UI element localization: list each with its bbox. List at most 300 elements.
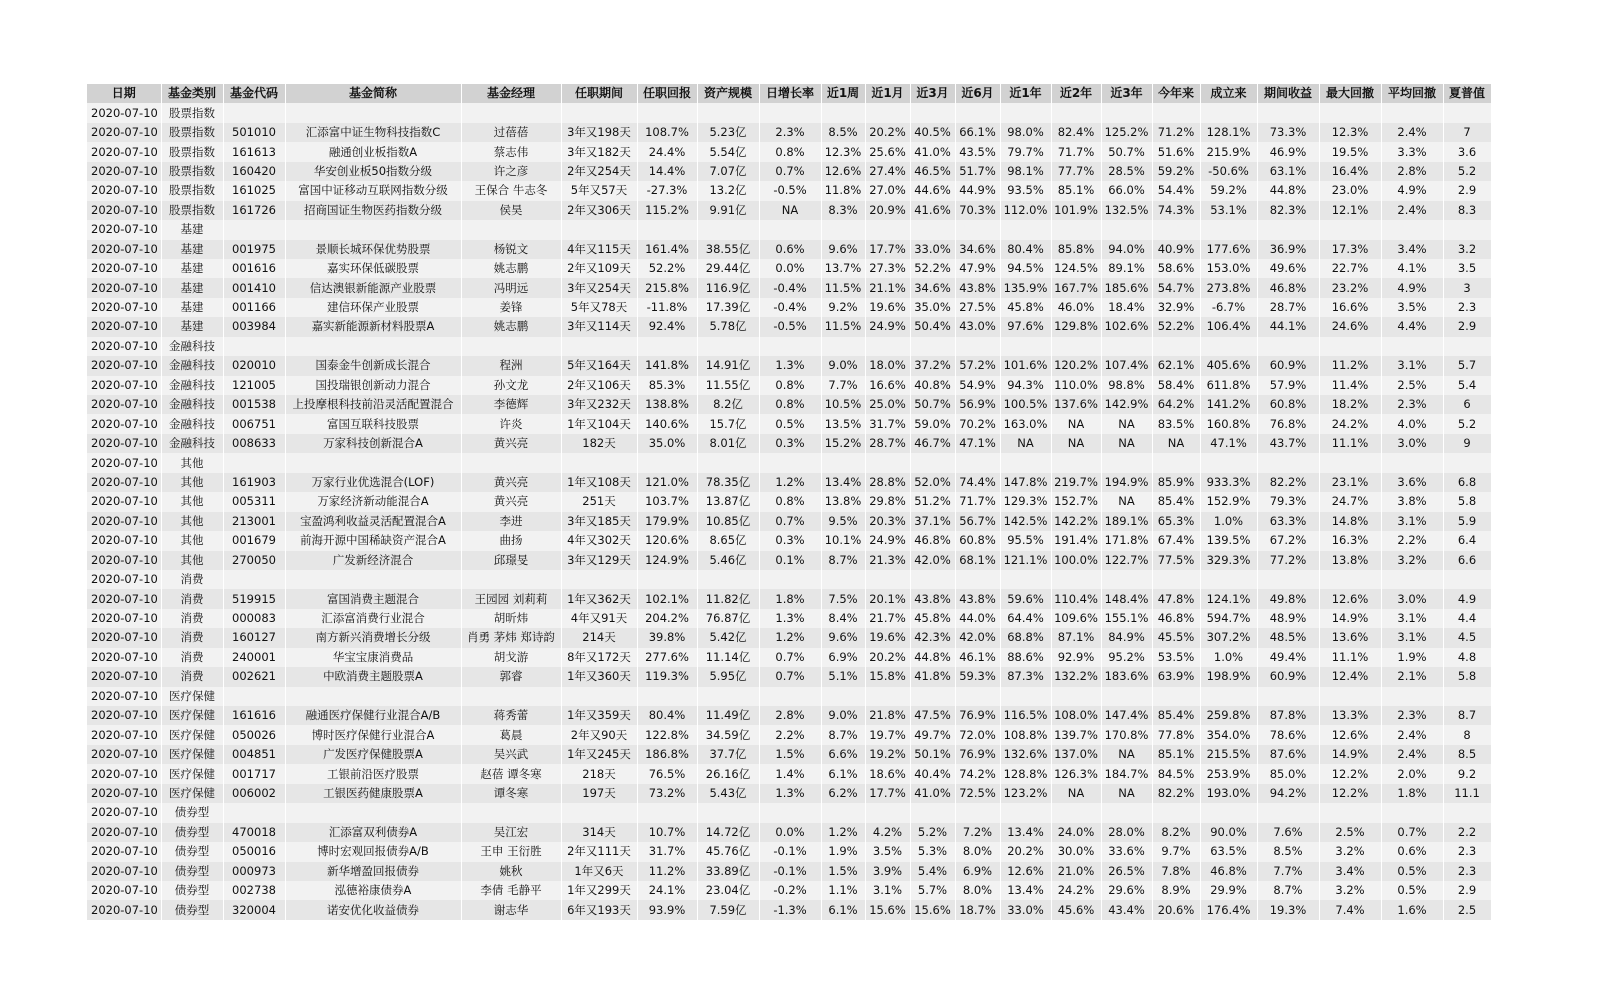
table-cell: 6.9% <box>955 862 1000 881</box>
table-cell: 1.9% <box>1381 648 1443 667</box>
table-cell: 11.1 <box>1443 784 1491 803</box>
table-cell: 13.4% <box>821 473 865 492</box>
table-cell: 52.2% <box>1152 317 1200 336</box>
table-cell: 006002 <box>223 784 285 803</box>
table-cell: 39.8% <box>637 628 697 647</box>
table-cell: 52.2% <box>637 259 697 278</box>
table-cell: 34.59亿 <box>697 725 759 744</box>
table-cell: 60.9% <box>1257 667 1319 686</box>
table-row[interactable] <box>87 609 1491 628</box>
table-row[interactable] <box>87 317 1491 336</box>
table-cell: 12.6% <box>1319 725 1381 744</box>
table-cell: 46.5% <box>910 162 955 181</box>
table-cell: 13.5% <box>821 414 865 433</box>
table-cell: 1.0% <box>1200 512 1257 531</box>
table-cell <box>637 570 697 589</box>
table-cell: 43.8% <box>910 589 955 608</box>
table-cell: 2020-07-10 <box>87 764 161 783</box>
table-cell: 葛晨 <box>461 725 561 744</box>
table-cell: 88.6% <box>1000 648 1051 667</box>
table-cell: 基建 <box>161 240 223 259</box>
column-header[interactable]: 日增长率 <box>759 84 821 103</box>
table-cell: 001538 <box>223 395 285 414</box>
table-cell: 8.7% <box>1257 881 1319 900</box>
table-cell: 19.6% <box>865 298 910 317</box>
table-row[interactable] <box>87 162 1491 181</box>
table-cell <box>223 103 285 122</box>
table-cell: 李进 <box>461 512 561 531</box>
column-header[interactable]: 近1月 <box>865 84 910 103</box>
table-row[interactable] <box>87 725 1491 744</box>
column-header[interactable]: 成立来 <box>1200 84 1257 103</box>
table-cell: 116.5% <box>1000 706 1051 725</box>
table-cell: 49.8% <box>1257 589 1319 608</box>
table-cell: 0.7% <box>759 162 821 181</box>
table-cell <box>1381 453 1443 472</box>
table-cell: 161726 <box>223 201 285 220</box>
table-cell: 0.6% <box>1381 842 1443 861</box>
table-cell: 2年又111天 <box>561 842 637 861</box>
table-cell: 基建 <box>161 220 223 239</box>
table-cell: 19.2% <box>865 745 910 764</box>
table-cell: 2020-07-10 <box>87 803 161 822</box>
table-cell: 8.7% <box>821 725 865 744</box>
table-cell: 45.8% <box>910 609 955 628</box>
table-cell: 新华增盈回报债券 <box>285 862 461 881</box>
table-cell: 消费 <box>161 589 223 608</box>
table-cell: 胡昕炜 <box>461 609 561 628</box>
table-cell: 89.1% <box>1101 259 1152 278</box>
table-cell: 33.89亿 <box>697 862 759 881</box>
category-group-row[interactable] <box>87 220 1491 239</box>
table-cell: 46.1% <box>955 648 1000 667</box>
column-header[interactable]: 基金代码 <box>223 84 285 103</box>
table-row[interactable] <box>87 414 1491 433</box>
table-cell: 4年又91天 <box>561 609 637 628</box>
table-cell: 3.2% <box>1381 551 1443 570</box>
table-cell: 7.2% <box>955 823 1000 842</box>
table-cell <box>637 803 697 822</box>
table-cell: 50.4% <box>910 317 955 336</box>
table-cell <box>1257 337 1319 356</box>
table-cell: 2020-07-10 <box>87 337 161 356</box>
table-cell: 214天 <box>561 628 637 647</box>
table-cell: 0.0% <box>759 259 821 278</box>
table-row[interactable] <box>87 648 1491 667</box>
table-cell: 24.1% <box>637 881 697 900</box>
table-row[interactable] <box>87 745 1491 764</box>
table-cell <box>637 103 697 122</box>
table-cell: 景顺长城环保优势股票 <box>285 240 461 259</box>
table-row[interactable] <box>87 881 1491 900</box>
table-cell: 37.7亿 <box>697 745 759 764</box>
table-cell: 18.4% <box>1101 298 1152 317</box>
column-header[interactable]: 今年来 <box>1152 84 1200 103</box>
column-header[interactable]: 近2年 <box>1051 84 1101 103</box>
table-cell: 2年又254天 <box>561 162 637 181</box>
table-cell: 博时宏观回报债券A/B <box>285 842 461 861</box>
table-cell <box>955 103 1000 122</box>
table-cell: 46.8% <box>1152 609 1200 628</box>
column-header[interactable]: 资产规模 <box>697 84 759 103</box>
table-cell: 8 <box>1443 725 1491 744</box>
table-row[interactable] <box>87 181 1491 200</box>
table-cell: 63.3% <box>1257 512 1319 531</box>
table-cell: 股票指数 <box>161 201 223 220</box>
table-cell: 泓德裕康债券A <box>285 881 461 900</box>
table-row[interactable] <box>87 823 1491 842</box>
table-cell: 594.7% <box>1200 609 1257 628</box>
table-cell: 2.5% <box>1319 823 1381 842</box>
table-cell: 314天 <box>561 823 637 842</box>
table-cell: 11.2% <box>637 862 697 881</box>
table-cell: 债券型 <box>161 881 223 900</box>
column-header[interactable]: 近6月 <box>955 84 1000 103</box>
table-cell: 51.2% <box>910 492 955 511</box>
table-cell: 8.0% <box>955 881 1000 900</box>
table-cell <box>1051 103 1101 122</box>
table-cell: 000973 <box>223 862 285 881</box>
table-row[interactable] <box>87 512 1491 531</box>
table-row[interactable] <box>87 259 1491 278</box>
table-cell: 259.8% <box>1200 706 1257 725</box>
table-cell: 2020-07-10 <box>87 123 161 142</box>
table-cell: 0.8% <box>759 395 821 414</box>
table-cell: 5.9 <box>1443 512 1491 531</box>
table-cell: 64.2% <box>1152 395 1200 414</box>
table-cell: 29.9% <box>1200 881 1257 900</box>
table-cell: 8.65亿 <box>697 531 759 550</box>
table-cell: 85.1% <box>1051 181 1101 200</box>
table-cell: 80.4% <box>1000 240 1051 259</box>
table-cell <box>285 687 461 706</box>
table-cell <box>865 220 910 239</box>
table-row[interactable] <box>87 240 1491 259</box>
table-cell: 82.3% <box>1257 201 1319 220</box>
table-cell: 招商国证生物医药指数分级 <box>285 201 461 220</box>
table-cell: 南方新兴消费增长分级 <box>285 628 461 647</box>
column-header[interactable]: 基金简称 <box>285 84 461 103</box>
column-header[interactable]: 日期 <box>87 84 161 103</box>
table-cell: 2020-07-10 <box>87 473 161 492</box>
table-cell <box>1152 103 1200 122</box>
table-row[interactable] <box>87 784 1491 803</box>
table-cell: 2020-07-10 <box>87 317 161 336</box>
table-cell: 329.3% <box>1200 551 1257 570</box>
category-group-row[interactable] <box>87 103 1491 122</box>
table-cell: 124.5% <box>1051 259 1101 278</box>
table-cell: 4.9% <box>1381 181 1443 200</box>
table-cell: 9.2% <box>821 298 865 317</box>
table-cell: 7.7% <box>821 376 865 395</box>
table-cell: 44.0% <box>955 609 1000 628</box>
table-cell: 56.9% <box>955 395 1000 414</box>
table-cell: 253.9% <box>1200 764 1257 783</box>
table-cell: 20.3% <box>865 512 910 531</box>
table-row[interactable] <box>87 706 1491 725</box>
table-row[interactable] <box>87 123 1491 142</box>
category-group-row[interactable] <box>87 453 1491 472</box>
table-cell <box>223 570 285 589</box>
table-cell: 25.6% <box>865 142 910 161</box>
table-row[interactable] <box>87 473 1491 492</box>
table-cell: -0.4% <box>759 278 821 297</box>
table-cell: -50.6% <box>1200 162 1257 181</box>
table-cell: 95.5% <box>1000 531 1051 550</box>
table-cell: 2020-07-10 <box>87 181 161 200</box>
table-row[interactable] <box>87 589 1491 608</box>
table-cell: 上投摩根科技前沿灵活配置混合 <box>285 395 461 414</box>
table-cell: 54.4% <box>1152 181 1200 200</box>
table-cell: 8.9% <box>1152 881 1200 900</box>
table-cell: 74.4% <box>955 473 1000 492</box>
table-cell: 38.55亿 <box>697 240 759 259</box>
table-row[interactable] <box>87 531 1491 550</box>
table-row[interactable] <box>87 667 1491 686</box>
table-row[interactable] <box>87 278 1491 297</box>
column-header[interactable]: 基金类别 <box>161 84 223 103</box>
table-cell <box>1443 453 1491 472</box>
table-cell <box>1152 570 1200 589</box>
table-cell: 183.6% <box>1101 667 1152 686</box>
table-cell <box>285 570 461 589</box>
table-cell: NA <box>1101 414 1152 433</box>
table-row[interactable] <box>87 201 1491 220</box>
table-cell: 2020-07-10 <box>87 142 161 161</box>
category-group-row[interactable] <box>87 803 1491 822</box>
fund-table <box>87 84 1492 920</box>
table-row[interactable] <box>87 492 1491 511</box>
category-group-row[interactable] <box>87 687 1491 706</box>
category-group-row[interactable] <box>87 570 1491 589</box>
table-cell: NA <box>1152 434 1200 453</box>
table-cell: 28.5% <box>1101 162 1152 181</box>
table-cell: 002621 <box>223 667 285 686</box>
table-cell: 94.0% <box>1101 240 1152 259</box>
table-cell <box>1152 687 1200 706</box>
table-cell <box>637 337 697 356</box>
table-cell: 59.3% <box>955 667 1000 686</box>
table-cell: 50.7% <box>1101 142 1152 161</box>
table-cell: 46.9% <box>1257 142 1319 161</box>
column-header[interactable]: 平均回撤 <box>1381 84 1443 103</box>
table-cell: 14.9% <box>1319 745 1381 764</box>
table-cell <box>561 803 637 822</box>
column-header[interactable]: 任职回报 <box>637 84 697 103</box>
table-cell: 68.8% <box>1000 628 1051 647</box>
table-cell: 138.8% <box>637 395 697 414</box>
table-cell: 44.9% <box>955 181 1000 200</box>
category-group-row[interactable] <box>87 337 1491 356</box>
table-cell <box>821 687 865 706</box>
table-cell: 20.6% <box>1152 900 1200 919</box>
table-cell: 其他 <box>161 473 223 492</box>
table-cell: 债券型 <box>161 862 223 881</box>
table-cell: 冯明远 <box>461 278 561 297</box>
table-cell <box>637 220 697 239</box>
table-cell: 66.0% <box>1101 181 1152 200</box>
table-cell: 蒋秀蕾 <box>461 706 561 725</box>
table-cell: 48.5% <box>1257 628 1319 647</box>
table-cell: 4.9% <box>1381 278 1443 297</box>
table-cell: 1.2% <box>821 823 865 842</box>
table-cell: 1.5% <box>821 862 865 881</box>
table-cell: 15.2% <box>821 434 865 453</box>
table-cell: 77.7% <box>1051 162 1101 181</box>
table-cell: 1.2% <box>759 628 821 647</box>
column-header[interactable]: 基金经理 <box>461 84 561 103</box>
column-header[interactable]: 任职期间 <box>561 84 637 103</box>
table-cell: 股票指数 <box>161 142 223 161</box>
table-cell: 139.5% <box>1200 531 1257 550</box>
column-header[interactable]: 夏普值 <box>1443 84 1491 103</box>
table-cell: -0.1% <box>759 842 821 861</box>
column-header[interactable]: 近1年 <box>1000 84 1051 103</box>
table-cell: 姚志鹏 <box>461 317 561 336</box>
table-cell: 53.1% <box>1200 201 1257 220</box>
table-cell <box>910 103 955 122</box>
table-cell: 万家行业优选混合(LOF) <box>285 473 461 492</box>
table-cell: 77.5% <box>1152 551 1200 570</box>
table-cell: 84.9% <box>1101 628 1152 647</box>
table-cell: 44.6% <box>910 181 955 200</box>
table-cell: 汇添富双利债券A <box>285 823 461 842</box>
table-cell: 29.6% <box>1101 881 1152 900</box>
table-cell <box>1319 570 1381 589</box>
table-row[interactable] <box>87 356 1491 375</box>
table-row[interactable] <box>87 395 1491 414</box>
table-cell: 45.8% <box>1000 298 1051 317</box>
table-cell: 6.2% <box>821 784 865 803</box>
table-cell: 20.2% <box>865 648 910 667</box>
table-cell: 85.4% <box>1152 492 1200 511</box>
table-cell: 160.8% <box>1200 414 1257 433</box>
column-header[interactable]: 最大回撤 <box>1319 84 1381 103</box>
table-cell: 1.3% <box>759 356 821 375</box>
table-cell: 工银医药健康股票A <box>285 784 461 803</box>
table-cell: 119.3% <box>637 667 697 686</box>
table-cell: 宝盈鸿利收益灵活配置混合A <box>285 512 461 531</box>
table-cell: 92.9% <box>1051 648 1101 667</box>
table-cell: -0.2% <box>759 881 821 900</box>
table-cell: 19.6% <box>865 628 910 647</box>
table-cell: 1年又104天 <box>561 414 637 433</box>
table-cell: 富国互联科技股票 <box>285 414 461 433</box>
table-cell: 10.1% <box>821 531 865 550</box>
table-row[interactable] <box>87 376 1491 395</box>
table-cell: 25.0% <box>865 395 910 414</box>
table-cell <box>1319 337 1381 356</box>
table-cell: 177.6% <box>1200 240 1257 259</box>
table-cell: 4.4 <box>1443 609 1491 628</box>
table-cell: 24.2% <box>1051 881 1101 900</box>
table-row[interactable] <box>87 142 1491 161</box>
table-cell: 67.2% <box>1257 531 1319 550</box>
table-cell: 5年又57天 <box>561 181 637 200</box>
table-row[interactable] <box>87 900 1491 919</box>
table-cell: 11.5% <box>821 317 865 336</box>
table-cell: 华宝宝康消费品 <box>285 648 461 667</box>
table-cell: 102.6% <box>1101 317 1152 336</box>
table-cell: 2020-07-10 <box>87 842 161 861</box>
column-header[interactable]: 近3月 <box>910 84 955 103</box>
table-row[interactable] <box>87 842 1491 861</box>
table-cell: 2.1% <box>1381 667 1443 686</box>
column-header[interactable]: 近1周 <box>821 84 865 103</box>
table-cell: 债券型 <box>161 842 223 861</box>
table-cell: 33.6% <box>1101 842 1152 861</box>
table-cell: 0.7% <box>759 512 821 531</box>
table-cell <box>1101 687 1152 706</box>
table-cell: 8.2亿 <box>697 395 759 414</box>
table-cell: 43.7% <box>1257 434 1319 453</box>
table-cell: 15.6% <box>865 900 910 919</box>
table-cell <box>1381 220 1443 239</box>
table-cell: 197天 <box>561 784 637 803</box>
column-header[interactable]: 期间收益 <box>1257 84 1319 103</box>
table-cell: NA <box>1051 434 1101 453</box>
table-cell: 11.5% <box>821 278 865 297</box>
table-row[interactable] <box>87 551 1491 570</box>
table-cell: 43.4% <box>1101 900 1152 919</box>
table-cell: 27.3% <box>865 259 910 278</box>
column-header[interactable]: 近3年 <box>1101 84 1152 103</box>
table-cell: 3.2% <box>1319 881 1381 900</box>
table-cell: 建信环保产业股票 <box>285 298 461 317</box>
table-cell: 消费 <box>161 570 223 589</box>
table-cell <box>1101 220 1152 239</box>
table-cell: 122.7% <box>1101 551 1152 570</box>
table-cell: 87.3% <box>1000 667 1051 686</box>
table-row[interactable] <box>87 764 1491 783</box>
table-cell: 9.0% <box>821 706 865 725</box>
table-cell: 股票指数 <box>161 103 223 122</box>
table-cell: 251天 <box>561 492 637 511</box>
table-cell: 8年又172天 <box>561 648 637 667</box>
table-cell: 邱璟旻 <box>461 551 561 570</box>
table-cell: 8.3 <box>1443 201 1491 220</box>
table-cell: 28.0% <box>1101 823 1152 842</box>
table-cell: 王保合 牛志冬 <box>461 181 561 200</box>
table-cell: 77.2% <box>1257 551 1319 570</box>
table-cell: 49.6% <box>1257 259 1319 278</box>
table-cell: 基建 <box>161 317 223 336</box>
table-cell: 其他 <box>161 453 223 472</box>
table-cell: 28.7% <box>1257 298 1319 317</box>
table-cell: 29.44亿 <box>697 259 759 278</box>
table-row[interactable] <box>87 434 1491 453</box>
table-cell: 470018 <box>223 823 285 842</box>
table-cell: 4.8 <box>1443 648 1491 667</box>
table-cell: 17.39亿 <box>697 298 759 317</box>
table-cell: 2020-07-10 <box>87 609 161 628</box>
table-cell: 12.1% <box>1319 201 1381 220</box>
table-cell: 21.8% <box>865 706 910 725</box>
table-row[interactable] <box>87 862 1491 881</box>
table-cell: 消费 <box>161 628 223 647</box>
table-cell: 001717 <box>223 764 285 783</box>
table-cell: 11.8% <box>821 181 865 200</box>
table-cell: 44.8% <box>910 648 955 667</box>
table-cell: 3.1% <box>865 881 910 900</box>
table-cell: 2020-07-10 <box>87 376 161 395</box>
table-row[interactable] <box>87 298 1491 317</box>
table-cell: 0.8% <box>759 376 821 395</box>
table-row[interactable] <box>87 628 1491 647</box>
table-cell <box>1101 103 1152 122</box>
table-cell: 213001 <box>223 512 285 531</box>
table-cell: 240001 <box>223 648 285 667</box>
